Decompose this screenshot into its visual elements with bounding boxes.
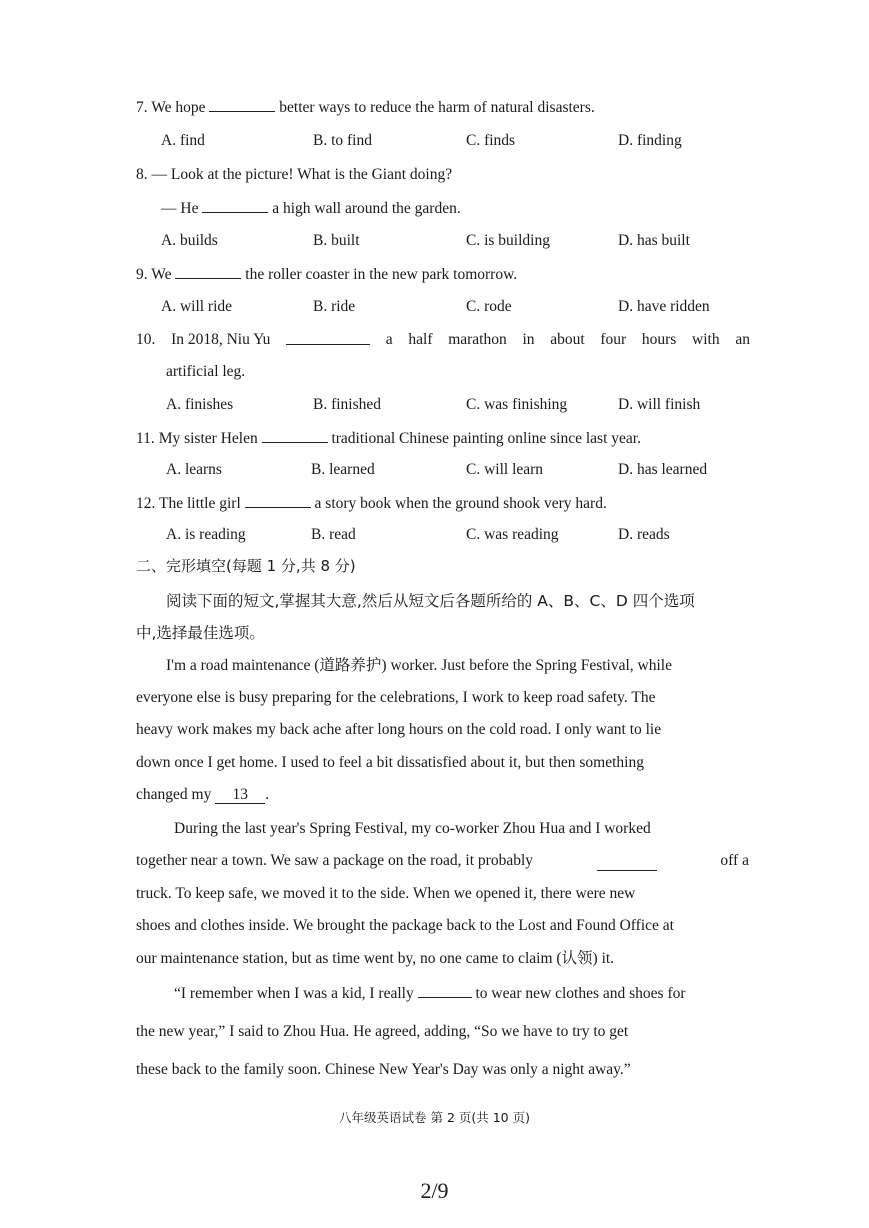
passage-line: the new year,” I said to Zhou Hua. He agreed, adding, “So we have to try to get [136, 1023, 629, 1040]
passage-line [174, 984, 686, 1004]
question-7 [136, 97, 595, 118]
option-d[interactable]: D. finding [618, 132, 682, 149]
passage-line: shoes and clothes inside. We brought the package back to the Lost and Found Office at [136, 917, 674, 934]
question-text: a high wall around the garden. [272, 200, 461, 217]
option-d[interactable]: D. has built [618, 232, 690, 249]
question-text: — Look at the picture! What is the Giant doing? [151, 166, 453, 183]
word: hours [641, 331, 677, 348]
word: a [385, 331, 393, 348]
answer-blank[interactable] [209, 97, 275, 112]
passage-line: heavy work makes my back ache after long hours on the cold road. I only want to lie [136, 721, 662, 738]
word: marathon [448, 331, 507, 348]
option-a[interactable]: A. is reading [166, 526, 246, 543]
option-c[interactable]: C. rode [466, 298, 512, 315]
word: about [550, 331, 585, 348]
option-b[interactable]: B. read [311, 526, 356, 543]
section-instruction: 阅读下面的短文,掌握其大意,然后从短文后各题所给的 A、B、C、D 四个选项 [166, 592, 695, 610]
option-a[interactable]: A. will ride [161, 298, 233, 315]
question-text: We hope [151, 99, 206, 116]
passage-text: off a [720, 852, 749, 869]
passage-line: I'm a road maintenance (道路养护) worker. Just before the Spring Festival, while [166, 657, 672, 674]
question-text: a story book when the ground shook very hard. [314, 495, 607, 512]
option-a[interactable]: A. learns [166, 461, 222, 478]
passage-text: together near a town. We saw a package on the road, it probably [136, 852, 534, 869]
question-text: My sister Helen [158, 430, 258, 447]
question-number: 7. [136, 99, 148, 116]
page-footer-caption: 八年级英语试卷 第 2 页(共 10 页) [339, 1110, 530, 1125]
option-d[interactable]: D. reads [618, 526, 670, 543]
question-11 [136, 428, 641, 449]
section-instruction: 中,选择最佳选项。 [136, 624, 265, 642]
question-9 [136, 264, 517, 285]
answer-blank-13[interactable]: 13 [215, 787, 265, 804]
option-b[interactable]: B. finished [313, 396, 382, 413]
answer-blank[interactable] [175, 264, 241, 279]
option-c[interactable]: C. finds [466, 132, 516, 149]
question-8 [136, 165, 452, 185]
passage-text: to wear new clothes and shoes for [475, 985, 686, 1002]
page-number: 2/9 [420, 1178, 449, 1203]
word: half [408, 331, 433, 348]
word: an [735, 331, 750, 348]
word: with [692, 331, 720, 348]
question-number: 9. [136, 266, 148, 283]
question-text: better ways to reduce the harm of natural disasters. [279, 99, 595, 116]
option-a[interactable]: A. find [161, 132, 205, 149]
word: in [522, 331, 535, 348]
question-text: the roller coaster in the new park tomorrow. [245, 266, 518, 283]
passage-line: down once I get home. I used to feel a bit dissatisfied about it, but then something [136, 754, 644, 771]
option-b[interactable]: B. ride [313, 298, 356, 315]
question-number: 12. [136, 495, 156, 512]
option-c[interactable]: C. was reading [466, 526, 559, 543]
option-d[interactable]: D. has learned [618, 461, 708, 478]
question-text: We [151, 266, 172, 283]
answer-blank[interactable] [286, 330, 370, 345]
question-10 [136, 330, 750, 350]
question-number: 8. [136, 166, 148, 183]
option-d[interactable]: D. have ridden [618, 298, 710, 315]
option-a[interactable]: A. finishes [166, 396, 234, 413]
passage-line [136, 851, 749, 871]
option-c[interactable]: C. is building [466, 232, 550, 249]
question-8-line-2 [161, 198, 461, 219]
option-a[interactable]: A. builds [161, 232, 218, 249]
option-b[interactable]: B. to find [313, 132, 372, 149]
passage-text: changed my [136, 786, 212, 803]
question-text: traditional Chinese painting online since last year. [331, 430, 641, 447]
word: four [600, 331, 627, 348]
answer-blank[interactable] [202, 198, 268, 213]
option-b[interactable]: B. built [313, 232, 360, 249]
option-d[interactable]: D. will finish [618, 396, 701, 413]
question-text: The little girl [158, 495, 241, 512]
option-b[interactable]: B. learned [311, 461, 375, 478]
question-text: In 2018, Niu Yu [171, 331, 271, 348]
question-text: — He [161, 200, 199, 217]
passage-text: . [265, 786, 270, 803]
answer-blank[interactable] [262, 428, 328, 443]
answer-blank-14[interactable] [597, 851, 657, 871]
passage-line: these back to the family soon. Chinese New Year's Day was only a night away.” [136, 1061, 631, 1078]
passage-line: truck. To keep safe, we moved it to the side. When we opened it, there were new [136, 885, 636, 902]
question-number: 11. [136, 430, 155, 447]
passage-line: During the last year's Spring Festival, my co-worker Zhou Hua and I worked [174, 820, 651, 837]
passage-line: our maintenance station, but as time went by, no one came to claim (认领) it. [136, 950, 615, 967]
passage-text: “I remember when I was a kid, I really [174, 985, 414, 1002]
question-number: 10. [136, 331, 156, 348]
passage-line: everyone else is busy preparing for the celebrations, I work to keep road safety. The [136, 689, 656, 706]
question-10-line-2: artificial leg. [166, 363, 246, 380]
answer-blank-15[interactable] [418, 997, 472, 998]
answer-blank[interactable] [245, 493, 311, 508]
option-c[interactable]: C. was finishing [466, 396, 568, 413]
option-c[interactable]: C. will learn [466, 461, 544, 478]
question-12 [136, 493, 607, 514]
passage-line [136, 785, 269, 805]
section-heading: 二、完形填空(每题 1 分,共 8 分) [136, 557, 356, 575]
